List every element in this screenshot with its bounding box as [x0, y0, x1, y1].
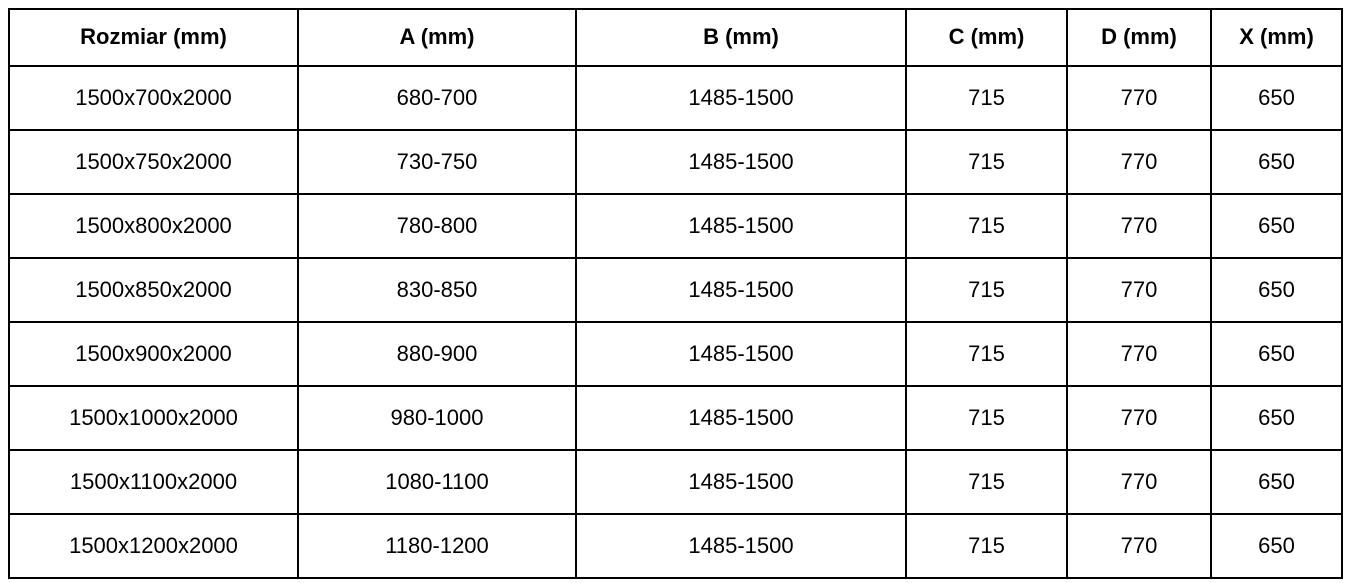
table-cell: 1180-1200 [298, 514, 576, 578]
table-cell: 770 [1067, 66, 1211, 130]
table-cell: 1500x1100x2000 [9, 450, 298, 514]
table-cell: 680-700 [298, 66, 576, 130]
table-cell: 880-900 [298, 322, 576, 386]
table-cell: 715 [906, 258, 1067, 322]
table-cell: 770 [1067, 322, 1211, 386]
column-header: C (mm) [906, 9, 1067, 66]
column-header: A (mm) [298, 9, 576, 66]
header-row [9, 9, 1342, 66]
table-cell: 715 [906, 130, 1067, 194]
table-cell: 1485-1500 [576, 130, 906, 194]
table-cell: 650 [1211, 386, 1342, 450]
column-header: D (mm) [1067, 9, 1211, 66]
column-header: B (mm) [576, 9, 906, 66]
table-row [9, 258, 1342, 322]
table-cell: 770 [1067, 386, 1211, 450]
table-cell: 1485-1500 [576, 322, 906, 386]
table-cell: 715 [906, 66, 1067, 130]
table-cell: 1485-1500 [576, 66, 906, 130]
table-row [9, 322, 1342, 386]
table-cell: 715 [906, 194, 1067, 258]
table-cell: 1485-1500 [576, 194, 906, 258]
table-cell: 650 [1211, 450, 1342, 514]
table-cell: 770 [1067, 194, 1211, 258]
table-row [9, 194, 1342, 258]
table-cell: 650 [1211, 66, 1342, 130]
table-row [9, 130, 1342, 194]
column-header: Rozmiar (mm) [9, 9, 298, 66]
table-cell: 650 [1211, 194, 1342, 258]
table-cell: 1500x750x2000 [9, 130, 298, 194]
table-cell: 730-750 [298, 130, 576, 194]
table-cell: 770 [1067, 514, 1211, 578]
table-cell: 650 [1211, 258, 1342, 322]
table-row [9, 66, 1342, 130]
table-cell: 830-850 [298, 258, 576, 322]
table-header [9, 9, 1342, 66]
table-cell: 1500x850x2000 [9, 258, 298, 322]
table-cell: 715 [906, 386, 1067, 450]
table-cell: 780-800 [298, 194, 576, 258]
table-cell: 1485-1500 [576, 450, 906, 514]
table-cell: 1485-1500 [576, 386, 906, 450]
table-cell: 1485-1500 [576, 514, 906, 578]
table-row [9, 450, 1342, 514]
table-cell: 980-1000 [298, 386, 576, 450]
table-body [9, 66, 1342, 578]
column-header: X (mm) [1211, 9, 1342, 66]
table-cell: 1500x1000x2000 [9, 386, 298, 450]
table-cell: 715 [906, 322, 1067, 386]
table-cell: 650 [1211, 322, 1342, 386]
table-cell: 650 [1211, 130, 1342, 194]
table-cell: 1485-1500 [576, 258, 906, 322]
table-cell: 1080-1100 [298, 450, 576, 514]
table-row [9, 514, 1342, 578]
table-cell: 650 [1211, 514, 1342, 578]
table-cell: 715 [906, 514, 1067, 578]
table-cell: 1500x900x2000 [9, 322, 298, 386]
table-cell: 770 [1067, 258, 1211, 322]
table-cell: 1500x700x2000 [9, 66, 298, 130]
table-row [9, 386, 1342, 450]
table-cell: 1500x800x2000 [9, 194, 298, 258]
table-cell: 770 [1067, 450, 1211, 514]
table-cell: 770 [1067, 130, 1211, 194]
size-spec-table [8, 8, 1343, 579]
table-cell: 715 [906, 450, 1067, 514]
table-cell: 1500x1200x2000 [9, 514, 298, 578]
